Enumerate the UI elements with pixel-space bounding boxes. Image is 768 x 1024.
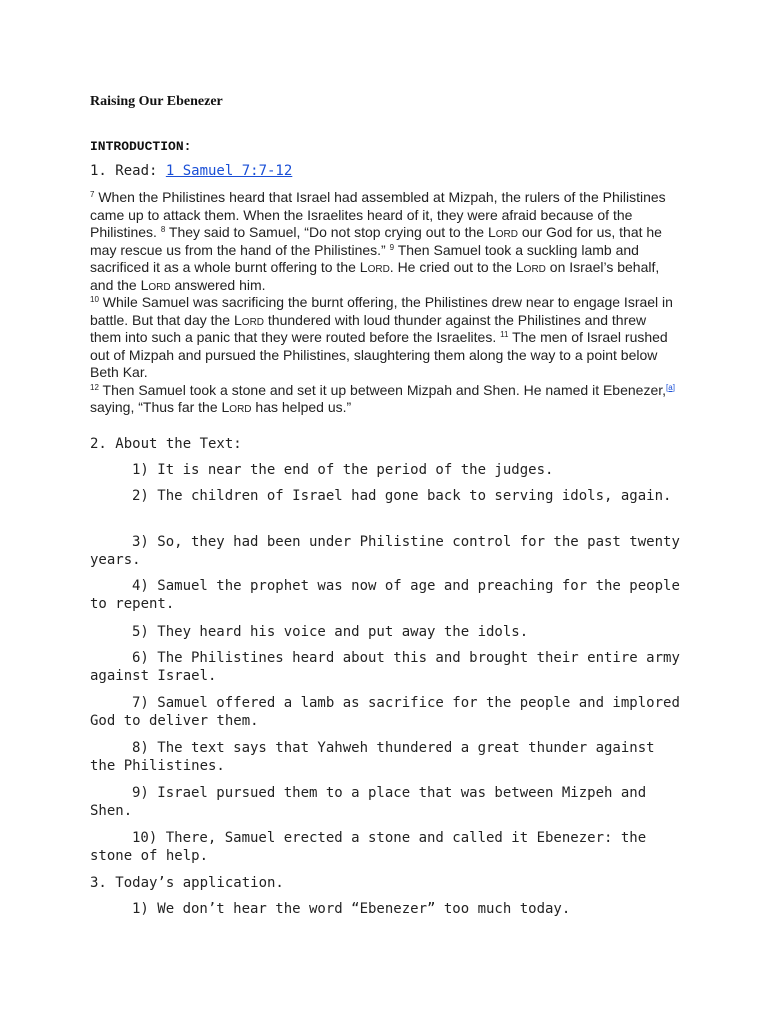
verse-text: While Samuel was sacrificing the burnt offering, the Philistines drew near to engage Israel in battle. But that day the bbox=[90, 294, 673, 328]
verse-number: 11 bbox=[500, 330, 509, 339]
read-prefix: 1. Read: bbox=[90, 163, 166, 179]
verse-number: 9 bbox=[389, 242, 395, 252]
verse-text: on Israel’s behalf, and the bbox=[90, 259, 660, 293]
verse-text: thundered with loud thunder against the Philistines and threw them into such a panic that they were routed before the Israelites. bbox=[90, 311, 647, 345]
about-item: 5) They heard his voice and put away the idols. bbox=[132, 624, 529, 640]
application-item: 1) We don’t hear the word “Ebenezer” too much today. bbox=[132, 901, 571, 917]
verse-text: has helped us.” bbox=[255, 399, 352, 415]
application-heading: 3. Today’s application. bbox=[90, 875, 284, 891]
about-item: 6) The Philistines heard about this and brought their entire army against Israel. bbox=[90, 650, 680, 684]
lord-small-caps: Lord bbox=[359, 259, 390, 275]
verse-text: Then Samuel took a stone and set it up between Mizpah and Shen. He named it Ebenezer, bbox=[102, 381, 667, 398]
verse-number: 12 bbox=[90, 382, 99, 392]
verse-text: The men of Israel rushed out of Mizpah and pursued the Philistines, slaughtering them along the way to a point below Beth Kar. bbox=[90, 329, 668, 380]
verse-number: 8 bbox=[160, 225, 166, 234]
verse-number: 10 bbox=[90, 295, 99, 304]
verse-text: Then Samuel took a suckling lamb and sacrificed it as a whole burnt offering to the bbox=[90, 241, 639, 275]
verse-text: answered him. bbox=[174, 276, 266, 293]
page-title: Raising Our Ebenezer bbox=[90, 94, 223, 109]
about-item: 8) The text says that Yahweh thundered a great thunder against the Philistines. bbox=[90, 740, 655, 774]
lord-small-caps: Lord bbox=[221, 399, 252, 415]
about-item: 4) Samuel the prophet was now of age and preaching for the people to repent. bbox=[90, 578, 680, 612]
footnote-link[interactable]: [a] bbox=[666, 382, 675, 392]
verse-text: . He cried out to the bbox=[389, 259, 512, 275]
introduction-heading: INTRODUCTION: bbox=[90, 139, 192, 154]
verse-text: our God for us, that he may rescue us from the hand of the Philistines.” bbox=[90, 224, 662, 258]
verse-number: 7 bbox=[90, 190, 95, 199]
about-item: 7) Samuel offered a lamb as sacrifice for the people and implored God to deliver them. bbox=[90, 695, 680, 729]
about-item: 1) It is near the end of the period of the judges. bbox=[132, 462, 554, 478]
verse-text: When the Philistines heard that Israel had assembled at Mizpah, the rulers of the Philistines came up to attack them. When the Israelites heard of it, they were afraid because of the Philistines. bbox=[90, 189, 666, 240]
about-item: 3) So, they had been under Philistine control for the past twenty years. bbox=[90, 534, 680, 568]
about-item: 10) There, Samuel erected a stone and called it Ebenezer: the stone of help. bbox=[90, 830, 647, 864]
scripture-link[interactable]: 1 Samuel 7:7-12 bbox=[165, 163, 293, 179]
about-item: 9) Israel pursued them to a place that was between Mizpeh and Shen. bbox=[90, 785, 647, 819]
lord-small-caps: Lord bbox=[234, 311, 265, 328]
about-heading: 2. About the Text: bbox=[90, 436, 242, 452]
scripture-passage bbox=[90, 189, 680, 417]
read-line bbox=[90, 163, 292, 179]
lord-small-caps: Lord bbox=[515, 259, 546, 275]
verse-text: They said to Samuel, “Do not stop crying out to the bbox=[168, 224, 485, 240]
lord-small-caps: Lord bbox=[140, 276, 171, 293]
lord-small-caps: Lord bbox=[487, 224, 518, 240]
about-item: 2) The children of Israel had gone back to serving idols, again. bbox=[132, 488, 672, 504]
verse-text: saying, “Thus far the bbox=[90, 399, 218, 415]
